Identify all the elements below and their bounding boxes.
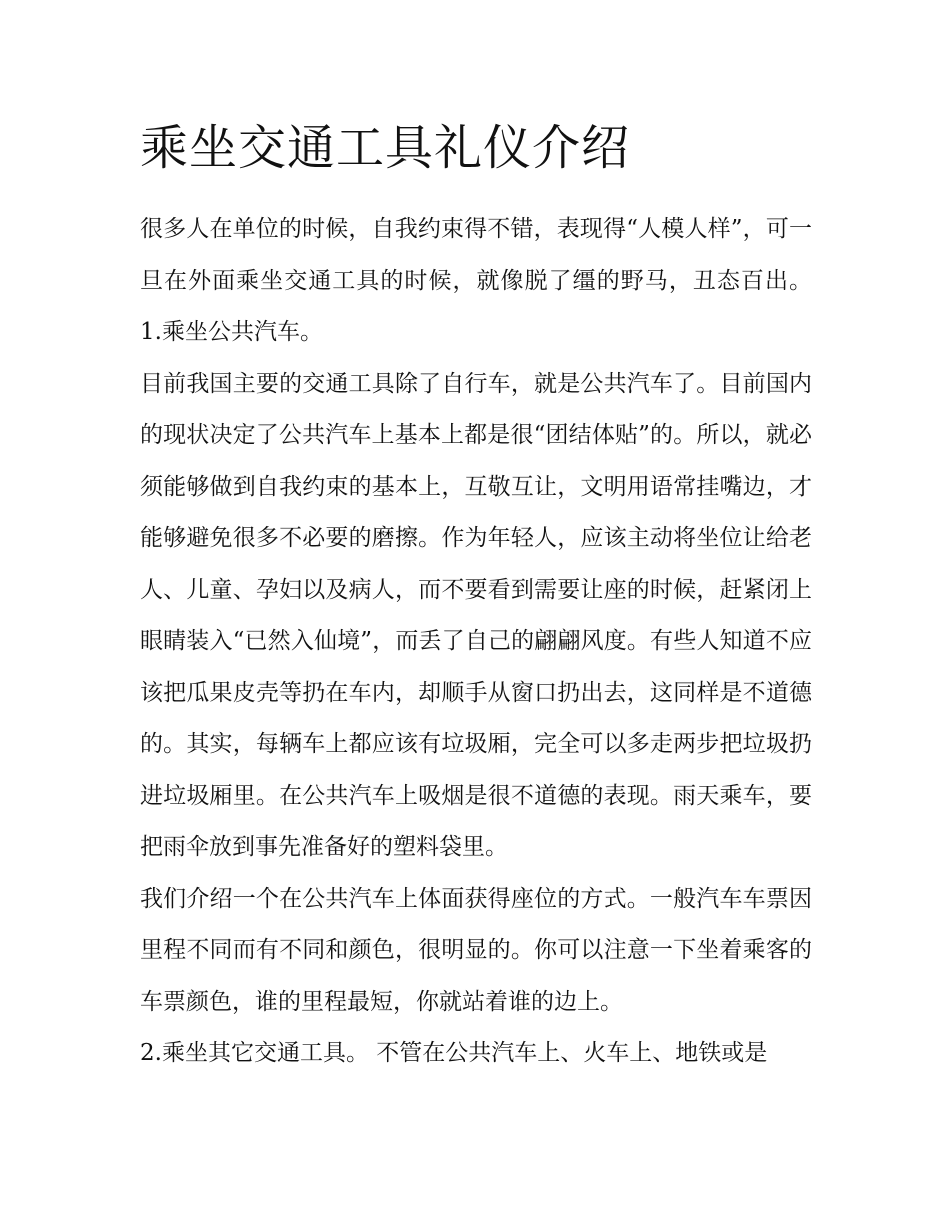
paragraph-other-transport: 2.乘坐其它交通工具。 不管在公共汽车上、火车上、地铁或是 bbox=[140, 1040, 768, 1066]
paragraph-bus-etiquette: 目前我国主要的交通工具除了自行车，就是公共汽车了。目前国内的现状决定了公共汽车上基本上都是很“团结体贴”的。所以，就必须能够做到自我约束的基本上，互敬互让，文明用语常挂嘴边，才能够避免很多不必要的磨擦。作为年轻人，应该主动将坐位让给老人、儿童、孕妇以及病人，而不要看到需要让座的时候，赶紧闭上眼睛装入“已然入仙境”，而丢了自己的翩翩风度。有些人知道不应该把瓜果皮壳等扔在车内，却顺手从窗口扔出去，这同样是不道德的。其实，每辆车上都应该有垃圾厢，完全可以多走两步把垃圾扔进垃圾厢里。在公共汽车上吸烟是很不道德的表现。雨天乘车，要把雨伞放到事先准备好的塑料袋里。 bbox=[140, 370, 812, 860]
document-page bbox=[140, 118, 812, 1080]
paragraph-intro: 很多人在单位的时候，自我约束得不错，表现得“人模人样”，可一旦在外面乘坐交通工具的时候，就像脱了缰的野马，丑态百出。 1.乘坐公共汽车。 bbox=[140, 216, 812, 345]
document-title: 乘坐交通工具礼仪介绍 bbox=[140, 120, 631, 176]
paragraph-seat-tip: 我们介绍一个在公共汽车上体面获得座位的方式。一般汽车车票因里程不同而有不同和颜色，很明显的。你可以注意一下坐着乘客的车票颜色，谁的里程最短，你就站着谁的边上。 bbox=[140, 885, 812, 1015]
